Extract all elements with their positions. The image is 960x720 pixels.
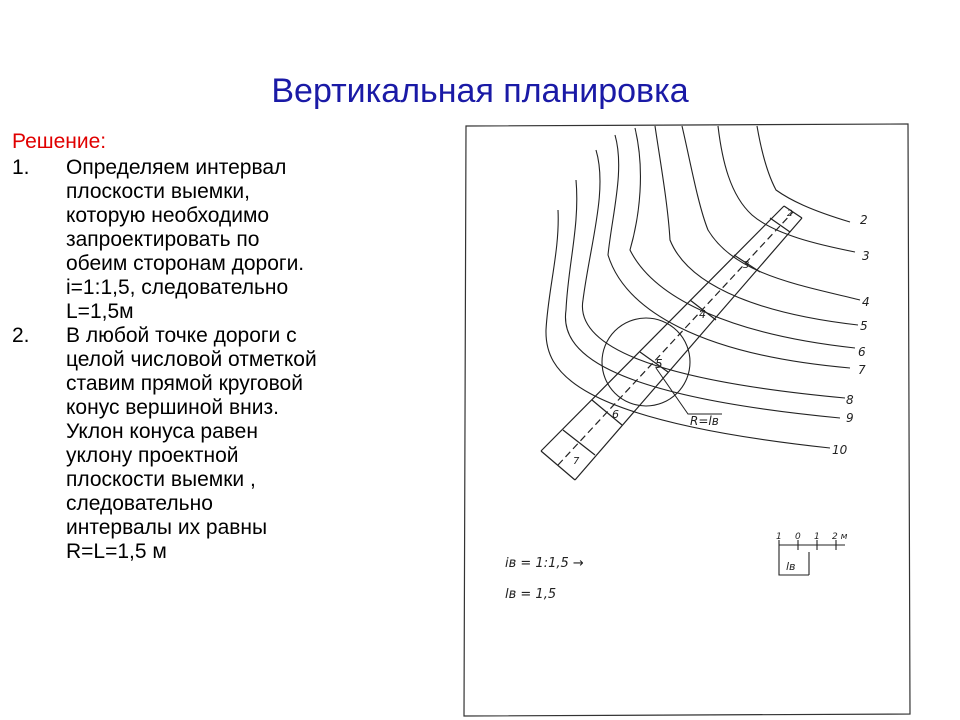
solution-text — [12, 130, 432, 564]
step-1-number: 1. — [12, 156, 30, 179]
contour-line — [655, 126, 858, 325]
contour-label: 6 — [858, 345, 866, 359]
road — [541, 206, 802, 480]
step-2-line: R=L=1,5 м — [66, 540, 167, 563]
scale-number: 1 — [776, 532, 782, 542]
step-2-line: уклону проектной — [66, 444, 239, 467]
contour-line — [630, 128, 855, 348]
step-2-line: интервалы их равны — [66, 516, 268, 539]
interval-note: lв = 1,5 — [505, 587, 557, 602]
road-edge-left — [541, 206, 784, 451]
scale-number: 2 м — [832, 532, 848, 542]
step-1 — [12, 156, 432, 324]
step-2-number: 2. — [12, 324, 30, 347]
step-2-text — [66, 324, 432, 564]
step-1-line: которую необходимо — [66, 204, 270, 227]
step-2-line: В любой точке дороги с — [66, 324, 297, 347]
road-mark: 2 — [787, 209, 793, 219]
contour-label: 10 — [832, 443, 848, 457]
contour-line — [608, 135, 850, 368]
contour-label: 7 — [858, 363, 866, 377]
road-mark: 5 — [655, 357, 663, 371]
contour-drawing — [455, 118, 915, 718]
road-crossline — [770, 218, 790, 232]
step-1-line: обеим сторонам дороги. — [66, 252, 305, 275]
step-1-text — [66, 156, 432, 324]
scale-number: 0 — [795, 532, 801, 542]
step-2-line: конус вершиной вниз. — [66, 396, 279, 419]
step-2-line: целой числовой отметкой — [66, 348, 317, 371]
scale-label: lв — [786, 560, 796, 573]
step-2 — [12, 324, 432, 564]
road-mark: 4 — [699, 308, 706, 321]
contour-label: 5 — [860, 319, 868, 333]
contour-label: 9 — [846, 411, 854, 425]
contour-line — [582, 150, 845, 398]
step-1-line: i=1:1,5, следовательно — [66, 276, 289, 299]
radius-label: R=lв — [690, 414, 719, 428]
step-2-line: плоскости выемки , — [66, 468, 256, 491]
step-2-line: следовательно — [66, 492, 213, 515]
slope-note: iв = 1:1,5 → — [505, 556, 584, 571]
contour-line — [757, 126, 850, 222]
contour-line — [718, 126, 855, 252]
slide-title: Вертикальная планировка — [271, 72, 689, 110]
contour-label: 8 — [846, 393, 854, 407]
contour-label: 4 — [862, 295, 870, 309]
solution-heading: Решение: — [12, 130, 107, 153]
road-mark: 3 — [743, 260, 750, 271]
step-1-line: плоскости выемки, — [66, 180, 250, 203]
road-crossline — [563, 430, 595, 455]
step-1-line: L=1,5м — [66, 300, 134, 323]
step-1-line: Определяем интервал — [66, 156, 287, 179]
contour-line — [682, 126, 860, 300]
drawing-frame — [464, 124, 910, 716]
road-mark: 7 — [573, 456, 580, 467]
road-mark: 6 — [612, 408, 619, 421]
step-2-line: Уклон конуса равен — [66, 420, 258, 443]
road-end-bottom — [541, 451, 575, 480]
contour-label: 2 — [860, 213, 868, 227]
step-1-line: запроектировать по — [66, 228, 260, 251]
step-2-line: ставим прямой круговой — [66, 372, 303, 395]
scale-number: 1 — [814, 532, 820, 542]
contour-label: 3 — [862, 249, 870, 263]
